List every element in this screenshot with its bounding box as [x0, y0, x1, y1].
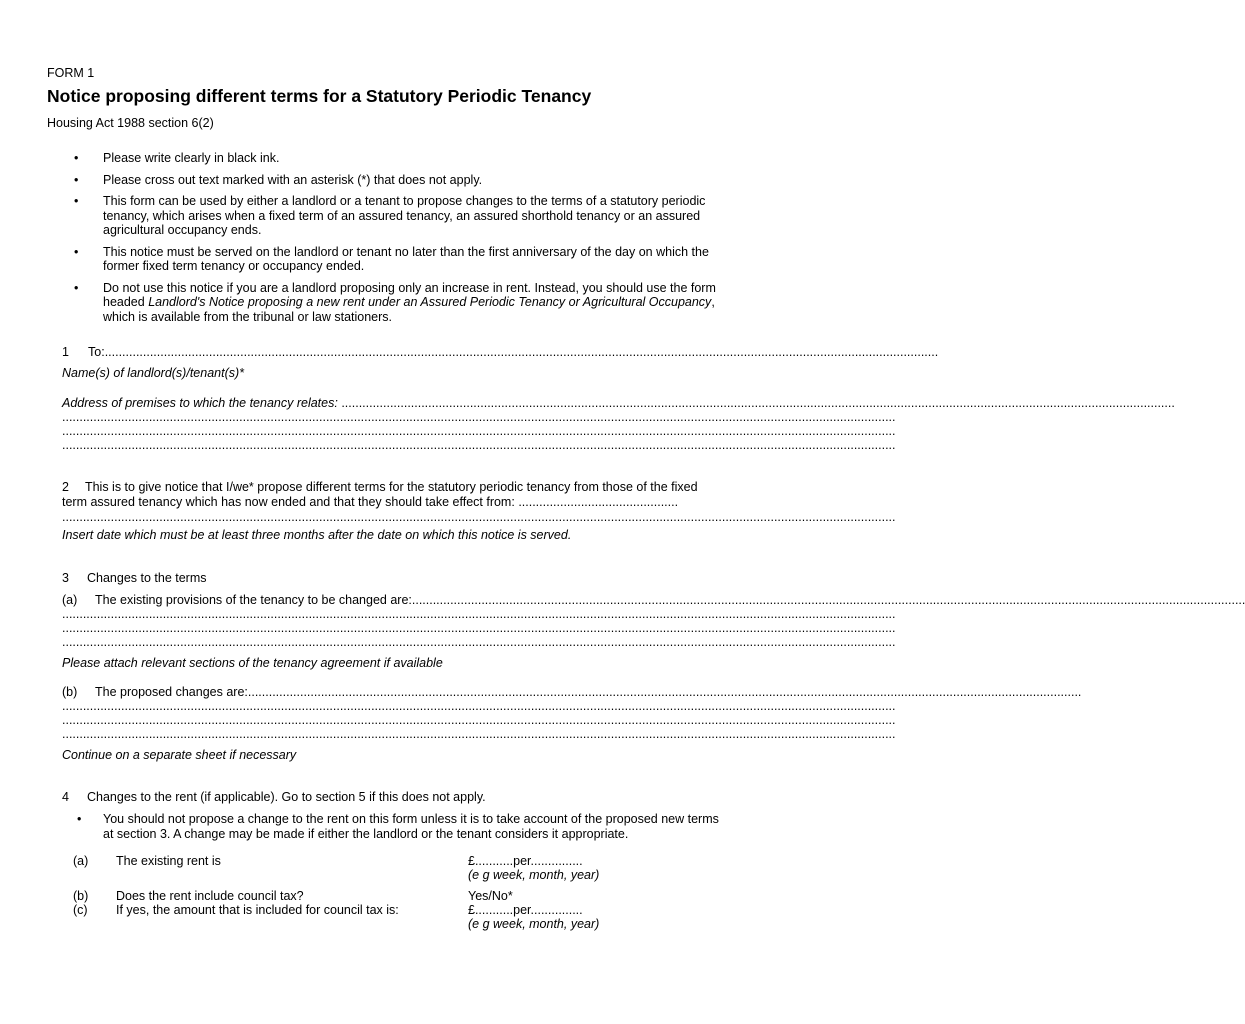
bullet-icon: •: [74, 244, 79, 259]
instruction-item: [47, 194, 723, 238]
existing-provisions-label: (a): [62, 593, 78, 607]
council-tax-amount-label: (c): [73, 903, 88, 917]
form-number: FORM 1: [47, 66, 95, 80]
instruction-text: Do not use this notice if you are a landlord proposing only an increase in rent. Instead, you should use the form headed: [103, 280, 716, 309]
existing-provisions-field[interactable]: The existing provisions of the tenancy to be changed are:................................................................................................................................................................................................................................................: [95, 593, 1245, 607]
section-3-heading: Changes to the terms: [87, 571, 207, 585]
recipient-field[interactable]: To:................................................................................................................................................................................................................................................: [88, 345, 939, 359]
proposed-changes-line[interactable]: ................................................................................................................................................................................................................................................: [62, 727, 896, 741]
existing-rent-text: The existing rent is: [116, 854, 221, 868]
bullet-icon: •: [74, 172, 79, 187]
address-label: Address of premises to which the tenancy relates:: [62, 396, 338, 410]
existing-rent-hint: (e g week, month, year): [468, 868, 600, 882]
section-1-number: 1: [62, 345, 69, 359]
council-tax-question: Does the rent include council tax?: [116, 889, 304, 903]
attach-hint: Please attach relevant sections of the tenancy agreement if available: [62, 656, 443, 670]
bullet-icon: •: [74, 280, 79, 295]
bullet-icon: •: [74, 194, 79, 208]
council-tax-choice[interactable]: Yes/No*: [468, 889, 513, 903]
effective-date-field[interactable]: 2 This is to give notice that I/we* propose different terms for the statutory periodic tenancy from those of the fixed term assured tenancy which has now ended and that they should take effect from: ..............................................: [62, 480, 698, 509]
effective-date-text: This is to give notice that I/we* propose different terms for the statutory periodic tenancy from those of the fixed term assured tenancy which has now ended and that they should take effect from:: [62, 480, 698, 509]
form-reference-title: Landlord's Notice proposing a new rent under an Assured Periodic Tenancy or Agricultural Occupancy: [148, 295, 712, 309]
effective-date-hint: Insert date which must be at least three months after the date on which this notice is served.: [62, 528, 572, 542]
recipient-label: To:: [88, 345, 105, 359]
section-2-number: 2: [62, 480, 69, 494]
section-3-number: 3: [62, 571, 69, 585]
bullet-icon: •: [77, 812, 82, 826]
existing-provisions-line[interactable]: ................................................................................................................................................................................................................................................: [62, 607, 896, 621]
proposed-changes-text: The proposed changes are:: [95, 685, 248, 699]
existing-rent-label: (a): [73, 854, 89, 868]
effective-date-line[interactable]: ................................................................................................................................................................................................................................................: [62, 510, 896, 524]
existing-provisions-line[interactable]: ................................................................................................................................................................................................................................................: [62, 635, 896, 649]
existing-provisions-line[interactable]: ................................................................................................................................................................................................................................................: [62, 621, 896, 635]
address-line[interactable]: ................................................................................................................................................................................................................................................: [62, 410, 896, 424]
instruction-text: Please cross out text marked with an asterisk (*) that does not apply.: [103, 172, 483, 187]
council-tax-amount-hint: (e g week, month, year): [468, 917, 600, 931]
proposed-changes-label: (b): [62, 685, 78, 699]
continue-hint: Continue on a separate sheet if necessary: [62, 748, 297, 762]
existing-rent-field[interactable]: £...........per...............: [468, 854, 583, 868]
address-field[interactable]: Address of premises to which the tenancy relates: ................................................................................................................................................................................................................................................: [62, 396, 1175, 410]
recipient-hint: Name(s) of landlord(s)/tenant(s)*: [62, 366, 245, 380]
instruction-item: [47, 245, 723, 274]
legal-reference: Housing Act 1988 section 6(2): [47, 116, 214, 130]
rent-note: You should not propose a change to the rent on this form unless it is to take account of the proposed new terms at section 3. A change may be made if either the landlord or the tenant considers it appropriate.: [103, 812, 719, 841]
proposed-changes-field[interactable]: The proposed changes are:................................................................................................................................................................................................................................................: [95, 685, 1082, 699]
instruction-text: Please write clearly in black ink.: [103, 151, 280, 165]
page-title: Notice proposing different terms for a Statutory Periodic Tenancy: [47, 86, 592, 106]
address-line[interactable]: ................................................................................................................................................................................................................................................: [62, 438, 896, 452]
instruction-text: , which is available from the tribunal or law stationers.: [103, 295, 715, 324]
instruction-item: [47, 151, 723, 166]
instruction-text: This notice must be served on the landlord or tenant no later than the first anniversary of the day on which the former fixed term tenancy or occupancy ended.: [103, 244, 709, 273]
existing-provisions-text: The existing provisions of the tenancy to be changed are:: [95, 593, 412, 607]
proposed-changes-line[interactable]: ................................................................................................................................................................................................................................................: [62, 699, 896, 713]
council-tax-amount-text: If yes, the amount that is included for council tax is:: [116, 903, 399, 917]
section-4-heading: Changes to the rent (if applicable). Go to section 5 if this does not apply.: [87, 790, 486, 804]
instruction-text: This form can be used by either a landlord or a tenant to propose changes to the terms of a statutory periodic tenancy, which arises when a fixed term of an assured tenancy, an assured shorthold tenancy or an assured agricultural occupancy ends.: [103, 194, 706, 237]
instruction-item: [47, 173, 723, 188]
instructions-list: [47, 151, 723, 331]
council-tax-amount-field[interactable]: £...........per...............: [468, 903, 583, 917]
section-4-number: 4: [62, 790, 69, 804]
bullet-icon: •: [74, 151, 79, 165]
instruction-item: [47, 281, 723, 325]
address-line[interactable]: ................................................................................................................................................................................................................................................: [62, 424, 896, 438]
proposed-changes-line[interactable]: ................................................................................................................................................................................................................................................: [62, 713, 896, 727]
council-tax-label: (b): [73, 889, 89, 903]
